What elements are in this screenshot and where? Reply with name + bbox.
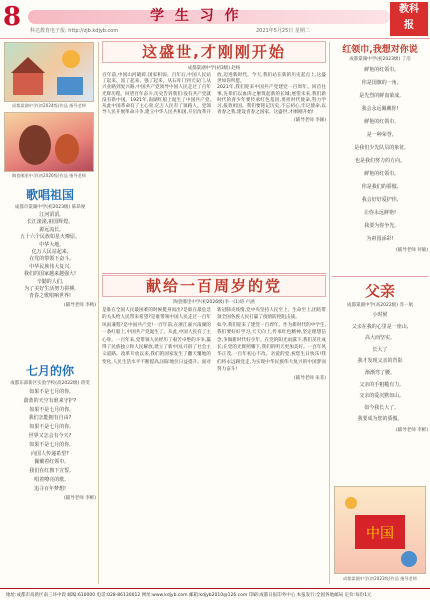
poem-line: 我要成为您的骄傲。 (357, 416, 403, 423)
poem-line: 如今我长大了, (364, 404, 396, 411)
page-number: 8 (3, 2, 22, 32)
poem-line: 让你永远鲜艳! (363, 210, 396, 216)
poem-line: 如果不是七月的你, (29, 424, 71, 431)
poem-title: 歌唱祖国 (25, 188, 74, 202)
poem-teacher: (辅导老师 李秋) (64, 302, 96, 308)
logo-line-2: 报 (404, 20, 414, 31)
poem-line: 源远流长, (39, 226, 61, 233)
article-title: 献给一百周岁的党 (145, 277, 282, 295)
pottery-jar (55, 134, 79, 164)
poem-line: 鲜艳的红领巾, (364, 171, 396, 177)
poem-line: 江河滔滔, (39, 212, 61, 218)
poem-line: 你是国旗的一角, (361, 80, 399, 86)
page-header (0, 0, 430, 38)
pottery-vase (19, 125, 51, 165)
poem-line: 五十六个民族如星火燎原。 (19, 234, 80, 241)
poem-author: 成都棠湖中学(高2022级) 苏一航 (347, 303, 413, 308)
poem-line: 是一种荣誉, (366, 132, 394, 138)
poem-body (4, 212, 96, 301)
page-footer: 地址:成都市高新区南三环中段 邮编:610000 电话:028-86130012 网址:www.kdjyb.com 邮箱:kdjyb2010@126.com 印刷:成都日报印务中心 本报发行:全国各地邮局 定价:每份1元 (0, 588, 430, 600)
poem-teacher: (辅导老师 何敏) (396, 248, 428, 253)
artwork-flag (57, 77, 83, 95)
china-artwork-drawing (335, 487, 425, 573)
poem-line: 是我们少先队员的象征, (354, 145, 406, 151)
pottery-image (4, 112, 94, 172)
artwork-sun (62, 50, 80, 68)
poem-title: 父亲 (364, 282, 395, 300)
article-author: 陶瓷哪里中学(初2026级)李一(1)班 卢涵 (173, 300, 255, 305)
poem-line: 我才发现父亲的背影 (357, 358, 403, 365)
header-date: 2021年5月25日 星期二 (256, 28, 310, 34)
poem-july-you (4, 362, 96, 584)
poem-teacher: (辅导老师 李彬) (64, 495, 96, 501)
star-shape (345, 497, 357, 509)
poem-line: 我会好好爱护你, (361, 197, 399, 203)
poem-body (332, 64, 428, 246)
article-paragraph: 如今,我们迎来了建党一百周年。作为新时代的中学生,我们要好好学习,天天向上,传承红色精神,坚定理想信念,争做新时代好少年。在党的阳光雨露下,我们茁壮成长;在党的光辉照耀下,我们的明天更加美好。一百年风华正茂,一百年初心不改。亲爱的党,祝您生日快乐!我们将永远跟党走,为实现中华民族伟大复兴的中国梦而努力奋斗! (217, 322, 326, 373)
poem-line: 父亲在我的心里是一座山, (351, 323, 409, 330)
china-artwork-caption: 成都棠湖中学(初2023级)作品 指导老师 (343, 576, 417, 581)
article-paragraph: 百年前,中国山河破碎,国家积弱。百年后,中国人民站了起来、富了起来、强了起来。从石库门到天安门,从兴业路到复兴路,中国共产党领导中国人民走过了百年光辉历程。回望百年奋斗,历史告诉我们:没有共产党就没有新中国。1921年,南湖红船上诞生了中国共产党,从此中国革命有了主心骨,亿万人民有了领路人。党领导人民开展革命斗争,建立中华人民共和国,开启改革开放,迈进新时代。今天,我们站在新的历史起点上,这盛世如你所愿。 (102, 73, 326, 116)
poem-body (332, 310, 428, 426)
poem-body (4, 388, 96, 494)
logo-line-1: 教科 (399, 4, 419, 15)
poem-line: 我要为你争光, (364, 223, 396, 229)
poem-line: 蔚蓝的天空有谁来守护? (23, 397, 77, 404)
article-title: 这盛世,才刚刚开始 (142, 43, 286, 61)
header-website: 科达教育电子报: http://zjb.kdjyb.com (30, 28, 119, 34)
poem-line: 鲜艳的红领巾, (364, 119, 396, 125)
poem-line: 亿万人民站起来, (31, 249, 69, 256)
poem-line: 我会永远佩戴你! (361, 106, 399, 112)
article-divider (102, 273, 326, 274)
poem-line: 我们在红旗下宣誓, (29, 468, 71, 475)
poem-line: 在党的带领下奋斗, (29, 256, 71, 263)
column-divider (98, 42, 99, 584)
poem-line: 是先烈的鲜血染成, (359, 93, 401, 99)
poem-line: 中华民族伟大复兴, (29, 263, 71, 270)
pottery-drawing (5, 113, 93, 171)
poem-line: 父亲的手粗糙有力, (359, 381, 401, 388)
china-artwork-image (334, 486, 426, 574)
poem-line: 佩戴着红领巾, (34, 459, 66, 466)
column-divider (329, 42, 330, 584)
poem-line: 唱着嘹亮的歌, (34, 476, 66, 483)
headline-banner-1 (102, 41, 326, 63)
poem-teacher: (辅导老师 李彬) (396, 427, 428, 432)
poem-line: 向国人传递希望? (31, 450, 69, 457)
poem-author: 成都棠湖中学(初2023级) 丁浩 (349, 57, 411, 62)
poem-title: 七月的你 (25, 364, 74, 378)
poem-line: 青春之歌唱响世界! (28, 293, 71, 300)
article-body (102, 73, 326, 116)
artwork-image (4, 42, 94, 102)
article-paragraph: 2021年,我们迎来中国共产党建党一百周年。回首往事,先辈们以血肉之躯筑起新的长城;展望未来,我们新时代的青少年要传承红色基因,勇担时代使命,努力学习,报效祖国。我们要铭记历史,不忘初心,牢记使命,以青春之我,建设青春之国家。这盛世,才刚刚开始! (217, 85, 326, 116)
poem-title: 红领巾,我想对你说 (342, 45, 418, 55)
artwork-drawing (5, 43, 93, 101)
poem-line: 我们的国家越来越强大! (23, 271, 76, 278)
article-paragraph: 是谁在全国人民最困难的时候挺身而出?是谁在最危急的关头给人民带来希望?是谁带领中国人民走过一百年风雨兼程?是中国共产党!一百年前,在浙江嘉兴南湖的一条红船上,中国共产党诞生了。从此,中国人民有了主心骨。一百年来,党带领人民经历了艰苦卓绝的斗争,赢得了民族独立和人民解放,建立了新中国,开辟了社会主义道路。改革开放以来,我们的国家发生了翻天覆地的变化,人民生活水平不断提高,国际地位日益提升。面对新冠肺炎疫情,党中央坚持人民至上、生命至上,团结带领全国各族人民打赢了疫情防控阻击战。 (102, 308, 326, 365)
poem-line: 我们怎能拥有自由? (28, 415, 72, 422)
poem-line: 鲜艳的红领巾, (364, 67, 396, 73)
header-divider (0, 38, 430, 39)
article-teacher: (辅导老师 李颖) (294, 118, 326, 124)
poem-author: 成都东部新区实验学校(高2022级) 蒋雯 (10, 381, 90, 386)
artwork-caption: 成都棠湖中学(初2024级)作品 指导老师 (12, 103, 86, 108)
poem-line: 中华大地, (39, 241, 61, 248)
poem-line: 如果不是七月的你, (29, 441, 71, 448)
article-this-prosperity (102, 64, 326, 272)
poem-line: 为了美好生活努力拼搏, (24, 286, 76, 293)
article-author: 成都棠湖中学(初3级) 赵杨 (187, 66, 241, 71)
poem-line: 高大而坚实。 (364, 335, 395, 342)
poem-line: 小时候 (372, 312, 388, 318)
poem-line: 追寻百年梦想! (33, 485, 66, 492)
poem-author: 成都市棠湖中学(初2023级) 陈昂俊 (14, 205, 86, 210)
poem-line: 如果不是七月的你, (29, 389, 71, 395)
poem-line: 辛勤的人们, (36, 278, 64, 285)
poem-red-scarf (332, 42, 428, 274)
poem-line: 为祖国添彩! (366, 236, 394, 242)
poem-line: 长大了 (372, 346, 388, 353)
headline-banner-2 (102, 275, 326, 297)
article-to-the-party (102, 298, 326, 584)
china-label: 中国 (366, 526, 394, 542)
artwork-building (13, 73, 43, 95)
decor-circle (401, 551, 417, 567)
pottery-caption: 陶瓷哪里中学(初2026级)作品 指导老师 (12, 173, 86, 178)
artwork-roof (11, 57, 45, 73)
poem-line: 你是我们的骄傲, (361, 184, 399, 190)
poem-line: 长江滚滚,祖国辉煌。 (26, 219, 74, 226)
poem-line: 渐渐弯了腰。 (364, 369, 395, 376)
poem-line: 如果不是七月的你, (29, 406, 71, 413)
newspaper-logo (390, 2, 428, 36)
section-title: 学 生 习 作 (150, 8, 242, 24)
poem-line: 世界又怎会有今天? (28, 432, 72, 439)
poem-father (332, 280, 428, 432)
poem-sing-motherland (4, 186, 96, 356)
poem-line: 父亲的爱沉默如山, (359, 393, 401, 400)
poem-divider (332, 276, 428, 277)
article-body (102, 307, 326, 374)
poem-line: 也是我们努力的方向。 (354, 158, 405, 164)
article-teacher: (辅导老师 朱菲) (294, 375, 326, 381)
